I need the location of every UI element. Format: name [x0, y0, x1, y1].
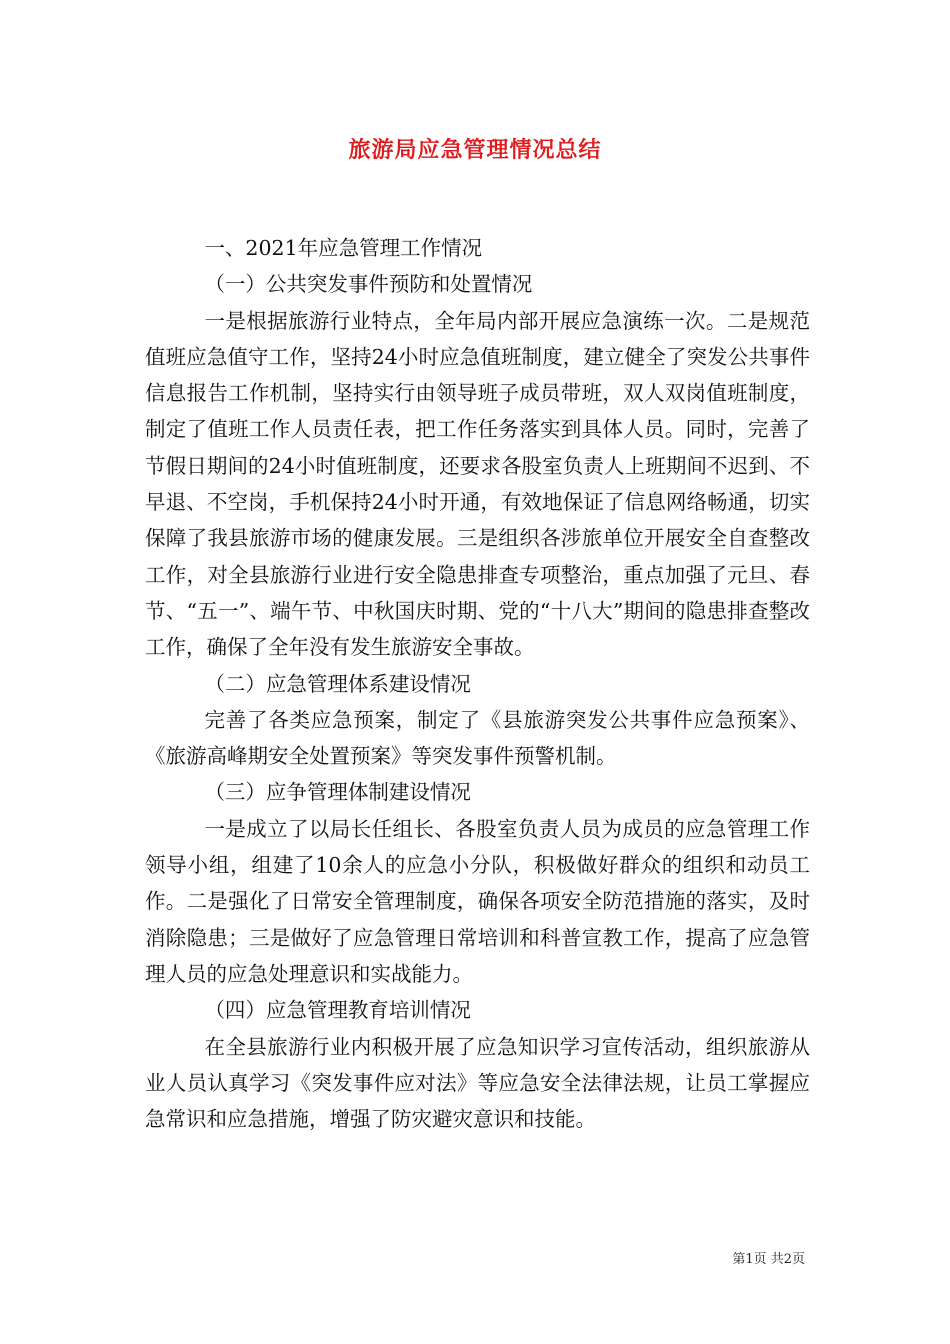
section-heading: 一、2021年应急管理工作情况: [204, 236, 483, 260]
subsection-heading-4: （四）应急管理教育培训情况: [204, 998, 471, 1023]
subsection-heading-2: （二）应急管理体系建设情况: [204, 671, 471, 696]
subsection-paragraph-3: 一是成立了以局长任组长、各股室负责人员为成员的应急管理工作领导小组，组建了10余人的应急小分队，积极做好群众的组织和动员工作。二是强化了日常安全管理制度，确保各项安全防范措施的落实，及时消除隐患；三是做好了应急管理日常培训和科普宣教工作，提高了应急管理人员的应急处理意识和实战能力。: [145, 816, 810, 986]
subsection-paragraph-4: 在全县旅游行业内积极开展了应急知识学习宣传活动，组织旅游从业人员认真学习《突发事件应对法》等应急安全法律法规，让员工掌握应急常识和应急措施，增强了防灾避灾意识和技能。: [145, 1034, 810, 1132]
page-number-footer: 第1页 共2页: [732, 1252, 805, 1267]
subsection-heading-1: （一）公共突发事件预防和处置情况: [204, 272, 533, 297]
document-title: 旅游局应急管理情况总结: [348, 137, 602, 163]
subsection-paragraph-2: 完善了各类应急预案，制定了《县旅游突发公共事件应急预案》、《旅游高峰期安全处置预案》等突发事件预警机制。: [145, 707, 810, 769]
subsection-heading-3: （三）应争管理体制建设情况: [204, 780, 471, 805]
subsection-paragraph-1: 一是根据旅游行业特点，全年局内部开展应急演练一次。二是规范值班应急值守工作，坚持24小时应急值班制度，建立健全了突发公共事件信息报告工作机制，坚持实行由领导班子成员带班，双人双岗值班制度，制定了值班工作人员责任表，把工作任务落实到具体人员。同时，完善了节假日期间的24小时值班制度，还要求各股室负责人上班期间不迟到、不早退、不空岗，手机保持24小时开通，有效地保证了信息网络畅通，切实保障了我县旅游市场的健康发展。三是组织各涉旅单位开展安全自查整改工作，对全县旅游行业进行安全隐患排查专项整治，重点加强了元旦、春节、“五一”、端午节、中秋国庆时期、党的“十八大”期间的隐患排查整改工作，确保了全年没有发生旅游安全事故。: [145, 308, 810, 660]
document-body: [145, 230, 810, 1137]
